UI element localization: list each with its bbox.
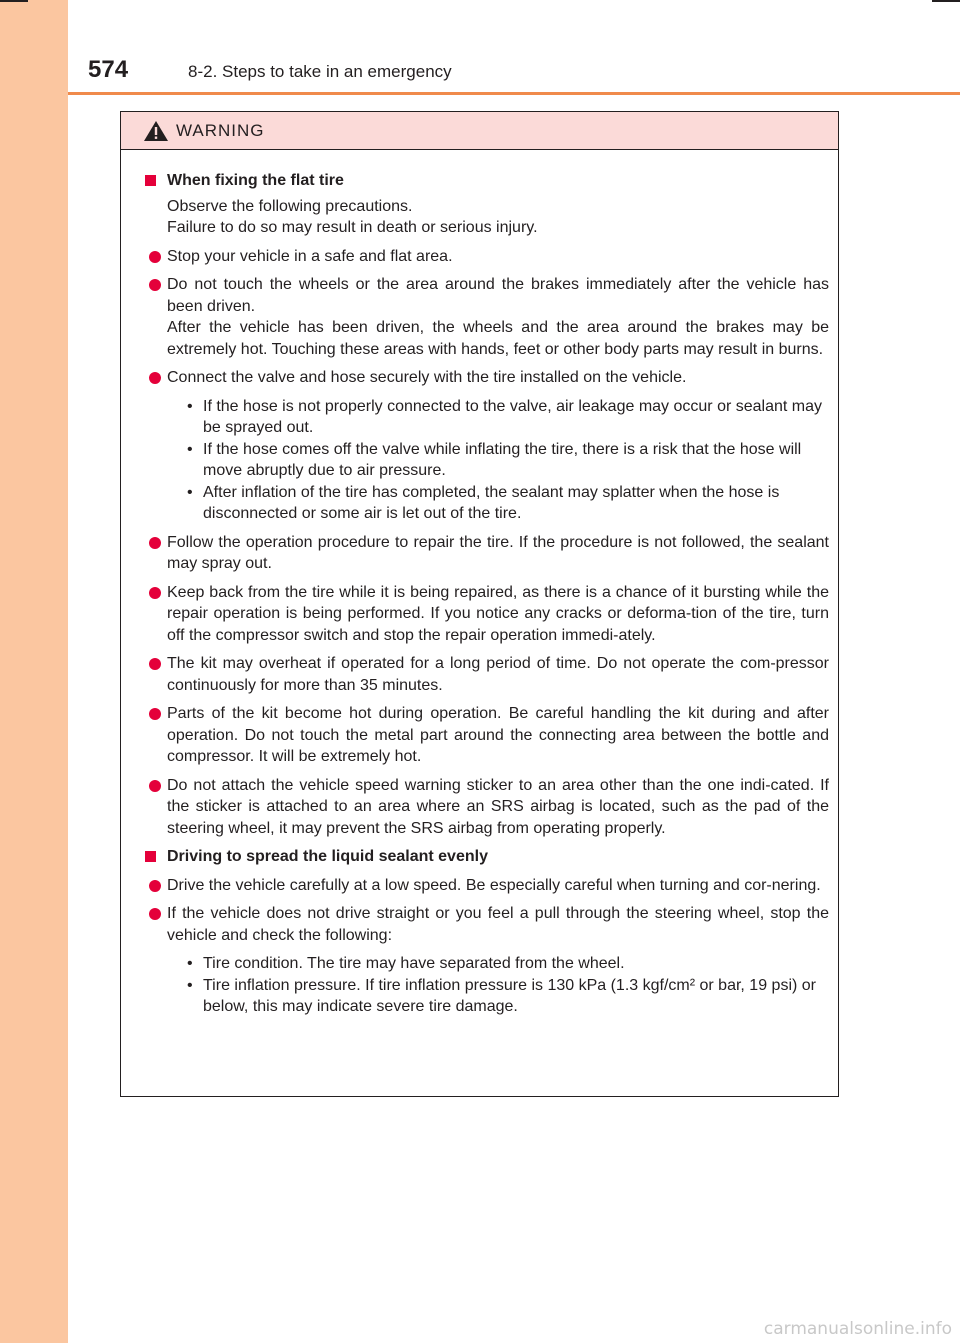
warning-box	[120, 111, 839, 1097]
intro-text: Observe the following precautions. Failure to do so may result in death or serious injury.	[167, 197, 538, 236]
circle-bullet-icon	[149, 780, 161, 792]
list-item: Parts of the kit become hot during operation. Be careful handling the kit during and after operation. Do not touch the metal part around the connecting area between the bottle and compressor. It will be extremely hot.	[145, 703, 829, 768]
section-heading: When fixing the flat tire	[145, 170, 829, 192]
sub-list-item: • Tire inflation pressure. If tire inflation pressure is 130 kPa (1.3 kgf/cm² or bar, 19 psi) or below, this may indicate severe tire damage.	[187, 976, 816, 1015]
watermark: carmanualsonline.info	[763, 1319, 952, 1339]
section-heading: Driving to spread the liquid sealant evenly	[145, 846, 829, 868]
sub-list-item: • If the hose is not properly connected to the valve, air leakage may occur or sealant may be sprayed out.	[187, 397, 822, 436]
page-header	[68, 50, 960, 90]
sub-list-item: • After inflation of the tire has completed, the sealant may splatter when the hose is disconnected or some air is let out of the tire.	[187, 483, 780, 522]
list-item: If the vehicle does not drive straight or you feel a pull through the steering wheel, stop the vehicle and check the following: • Tire condition. The tire may have separated from the wheel. • Tire inflation pressure. If tire inflation pressure is 130 kPa (1.3 kgf/cm² or bar, 19 psi) or below, this may indicate severe tire damage.	[145, 903, 829, 1018]
list-item: Do not attach the vehicle speed warning sticker to an area other than the one indi-cated. If the sticker is attached to an area where an SRS airbag is located, such as the pad of the steering wheel, it may prevent the SRS airbag from operating properly.	[145, 775, 829, 840]
list-item: Connect the valve and hose securely with the tire installed on the vehicle. • If the hose is not properly connected to the valve, air leakage may occur or sealant may be sprayed out. • If the hose comes off the valve while inflating the tire, there is a risk that the hose will move abruptly due to air pressure. • After inflation of the tire has completed, the sealant may splatter when the hose is disconnected or some air is let out of the tire.	[145, 367, 829, 525]
list-item: The kit may overheat if operated for a long period of time. Do not operate the com-pressor continuously for more than 35 minutes.	[145, 653, 829, 696]
circle-bullet-icon	[149, 372, 161, 384]
list-item: Follow the operation procedure to repair the tire. If the procedure is not followed, the sealant may spray out.	[145, 532, 829, 575]
circle-bullet-icon	[149, 908, 161, 920]
warning-header	[121, 112, 838, 150]
crop-mark-right	[932, 0, 960, 2]
circle-bullet-icon	[149, 587, 161, 599]
header-rule	[68, 92, 960, 95]
sub-list	[167, 953, 829, 1018]
side-color-band	[0, 0, 68, 1343]
page-number: 574	[88, 56, 129, 83]
warning-triangle-icon	[143, 120, 169, 142]
list-item: Do not touch the wheels or the area around the brakes immediately after the vehicle has been driven. After the vehicle has been driven, the wheels and the area around the brakes may be extremely hot. Touching these areas with hands, feet or other body parts may result in burns.	[145, 274, 829, 360]
square-bullet-icon	[145, 175, 156, 186]
list-item: Keep back from the tire while it is being repaired, as there is a chance of it bursting while the repair operation is being performed. If you notice any cracks or deforma-tion of the tire, turn off the compressor switch and stop the repair operation immedi-ately.	[145, 582, 829, 647]
section-title: 8-2. Steps to take in an emergency	[188, 62, 452, 81]
warning-label: WARNING	[176, 121, 265, 140]
sub-list	[167, 396, 829, 525]
square-bullet-icon	[145, 851, 156, 862]
sub-list-item: • Tire condition. The tire may have separated from the wheel.	[187, 955, 625, 972]
circle-bullet-icon	[149, 880, 161, 892]
list-item: Stop your vehicle in a safe and flat area.	[145, 246, 829, 268]
circle-bullet-icon	[149, 658, 161, 670]
crop-mark-left	[0, 0, 28, 2]
list-item: Drive the vehicle carefully at a low speed. Be especially careful when turning and cor-nering.	[145, 875, 829, 897]
circle-bullet-icon	[149, 279, 161, 291]
warning-body	[121, 150, 838, 1018]
sub-list-item: • If the hose comes off the valve while inflating the tire, there is a risk that the hose will move abruptly due to air pressure.	[187, 440, 802, 479]
circle-bullet-icon	[149, 708, 161, 720]
circle-bullet-icon	[149, 251, 161, 263]
circle-bullet-icon	[149, 537, 161, 549]
